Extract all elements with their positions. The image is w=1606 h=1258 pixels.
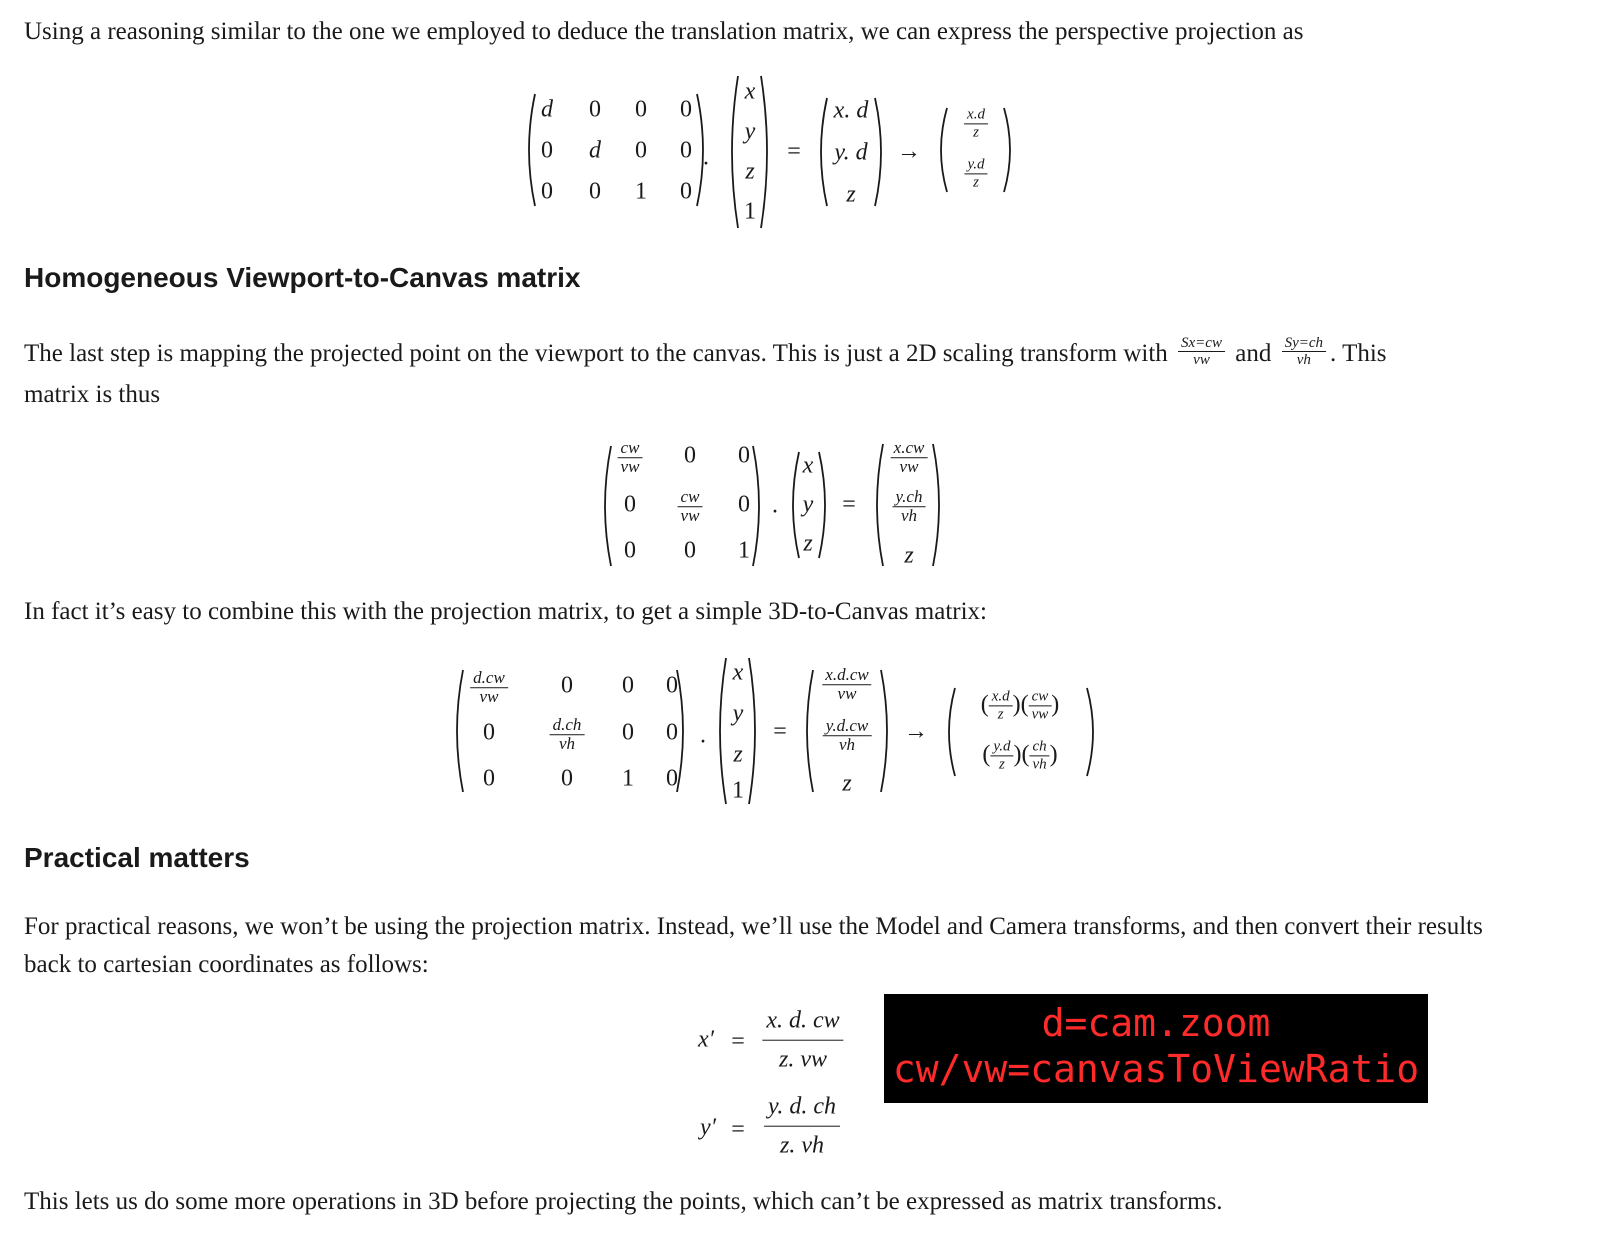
fraction-numerator: x.d.cw bbox=[822, 666, 871, 685]
fraction-denominator: vw bbox=[479, 687, 499, 707]
equals-sign: = bbox=[731, 1028, 745, 1055]
viewport-text-2: . This bbox=[1330, 340, 1387, 367]
equals-sign: = bbox=[842, 491, 856, 518]
matrix-cell: 0 bbox=[666, 719, 678, 746]
fraction-numerator: cw bbox=[678, 488, 703, 507]
result-cell: z bbox=[904, 542, 914, 569]
matrix-cell: 0 bbox=[561, 672, 573, 699]
fraction-numerator: ch bbox=[1029, 739, 1049, 756]
matrix-cell: 0 bbox=[684, 442, 696, 469]
matrix-cell: 0 bbox=[635, 96, 647, 123]
fraction-numerator: y.d bbox=[964, 157, 987, 174]
result-cell: z bbox=[846, 181, 856, 208]
fraction-denominator: z. vw bbox=[779, 1046, 827, 1073]
equals-sign: = bbox=[787, 138, 801, 165]
vector-cell: y bbox=[732, 700, 744, 727]
matrix-cell: 0 bbox=[666, 765, 678, 792]
result-cell: z bbox=[842, 770, 852, 797]
cartesian-y-term: ( $\frac{y.d}{z}$ )( $\frac{ch}{vh}$ ) bbox=[982, 738, 1058, 773]
matrix-cell: 0 bbox=[541, 137, 553, 164]
viewport-text-1: The last step is mapping the projected point on the viewport to the canvas. This is just a 2D scaling transform with bbox=[24, 340, 1168, 367]
sy-denominator: vh bbox=[1296, 352, 1311, 369]
x-prime: x′ bbox=[698, 1026, 714, 1053]
matrix-cell: 0 bbox=[589, 96, 601, 123]
fraction-numerator: x.d bbox=[989, 689, 1013, 706]
fraction-numerator: cw bbox=[1029, 689, 1052, 706]
fraction-denominator: z bbox=[999, 756, 1005, 773]
vector-cell: x bbox=[802, 452, 814, 479]
vector-cell: z bbox=[803, 530, 813, 557]
matrix-cell: 0 bbox=[622, 672, 634, 699]
fraction-numerator: x. d. cw bbox=[762, 1009, 843, 1041]
matrix-cell: 0 bbox=[624, 491, 636, 518]
matrix-cell: 0 bbox=[483, 719, 495, 746]
fraction-denominator: vw bbox=[620, 457, 640, 477]
section-heading-viewport-to-canvas: Homogeneous Viewport-to-Canvas matrix bbox=[24, 262, 581, 293]
vector-cell: x bbox=[744, 78, 756, 105]
arrow-operator: → bbox=[904, 718, 928, 745]
matrix-cell: 0 bbox=[483, 765, 495, 792]
matrix-cell: 0 bbox=[635, 137, 647, 164]
matrix-cell: 1 bbox=[622, 765, 634, 792]
combine-paragraph: In fact it’s easy to combine this with the projection matrix, to get a simple 3D-to-Canvas matrix: bbox=[24, 598, 987, 625]
arrow-operator: → bbox=[897, 138, 921, 165]
matrix-cell: 0 bbox=[684, 537, 696, 564]
matrix-cell: 0 bbox=[680, 178, 692, 205]
fraction-denominator: z. vh bbox=[779, 1132, 824, 1159]
sx-equation: Sx=cw bbox=[1178, 336, 1225, 353]
fraction-denominator: vh bbox=[558, 734, 576, 754]
matrix-cell: 0 bbox=[624, 537, 636, 564]
viewport-text-and: and bbox=[1235, 340, 1272, 367]
fraction-denominator: vh bbox=[838, 735, 856, 755]
vector-cell: y bbox=[744, 118, 756, 145]
fraction-numerator: y.ch bbox=[893, 488, 926, 507]
matrix-cell: 0 bbox=[589, 178, 601, 205]
matrix-cell: 1 bbox=[738, 537, 750, 564]
viewport-paragraph-continued: matrix is thus bbox=[24, 381, 161, 408]
code-annotation-box bbox=[884, 994, 1428, 1103]
section-heading-practical-matters: Practical matters bbox=[24, 842, 250, 873]
intro-paragraph: Using a reasoning similar to the one we employed to deduce the translation matrix, we can express the perspective projection as bbox=[24, 18, 1304, 45]
fraction-denominator: z bbox=[973, 174, 979, 191]
fraction-numerator: d.ch bbox=[550, 716, 585, 735]
matrix-cell: 0 bbox=[666, 672, 678, 699]
result-cell: x. d bbox=[833, 97, 869, 124]
sx-denominator: vw bbox=[1193, 352, 1210, 369]
fraction-denominator: vw bbox=[837, 684, 857, 704]
dot-operator: . bbox=[700, 722, 706, 749]
fraction-denominator: vh bbox=[1032, 756, 1047, 773]
matrix-cell: 0 bbox=[680, 137, 692, 164]
vector-cell: 1 bbox=[732, 777, 744, 804]
final-paragraph: This lets us do some more operations in 3D before projecting the points, which can’t be expressed as matrix transforms. bbox=[24, 1188, 1223, 1215]
matrix-cell: 0 bbox=[738, 442, 750, 469]
fraction-denominator: z bbox=[973, 124, 979, 141]
fraction-denominator: vw bbox=[1031, 706, 1049, 723]
equals-sign: = bbox=[731, 1116, 745, 1143]
fraction-numerator: y. d. ch bbox=[764, 1095, 840, 1127]
dot-operator: . bbox=[703, 144, 709, 171]
y-prime: y′ bbox=[700, 1114, 716, 1141]
vector-cell: z bbox=[745, 158, 755, 185]
fraction-numerator: cw bbox=[618, 439, 643, 458]
cartesian-x-term: ( $\frac{x.d}{z}$ )( $\frac{cw}{vw}$ ) bbox=[980, 688, 1060, 723]
matrix-cell: d bbox=[589, 137, 601, 164]
fraction-numerator: y.d bbox=[990, 739, 1013, 756]
vector-cell: 1 bbox=[744, 198, 756, 225]
matrix-cell: 0 bbox=[561, 765, 573, 792]
fraction-numerator: x.d bbox=[964, 107, 988, 124]
practical-paragraph: For practical reasons, we won’t be using the projection matrix. Instead, we’ll use the Model and Camera transforms, and then convert their results back to cartesian coordinates as follows: bbox=[24, 913, 1483, 978]
fraction-numerator: x.cw bbox=[891, 439, 928, 458]
vector-cell: x bbox=[732, 659, 744, 686]
matrix-cell: 0 bbox=[622, 719, 634, 746]
fraction-numerator: y.d.cw bbox=[823, 717, 872, 736]
vector-cell: z bbox=[733, 741, 743, 768]
equals-sign: = bbox=[773, 718, 787, 745]
fraction-denominator: vw bbox=[680, 506, 700, 526]
code-line-zoom: d=cam.zoom bbox=[1041, 1001, 1271, 1045]
matrix-cell: 0 bbox=[680, 96, 692, 123]
fraction-denominator: vh bbox=[900, 506, 918, 526]
sy-equation: Sy=ch bbox=[1282, 336, 1326, 353]
dot-operator: . bbox=[772, 492, 778, 519]
matrix-cell: 0 bbox=[541, 178, 553, 205]
fraction-numerator: d.cw bbox=[470, 669, 508, 688]
matrix-cell: d bbox=[541, 96, 553, 123]
code-line-ratio: cw/vw=canvasToViewRatio bbox=[892, 1047, 1420, 1091]
vector-cell: y bbox=[802, 491, 814, 518]
fraction-denominator: z bbox=[997, 706, 1004, 723]
matrix-cell: 1 bbox=[635, 178, 647, 205]
fraction-denominator: vw bbox=[899, 457, 919, 477]
matrix-cell: 0 bbox=[738, 491, 750, 518]
result-cell: y. d bbox=[834, 139, 868, 166]
